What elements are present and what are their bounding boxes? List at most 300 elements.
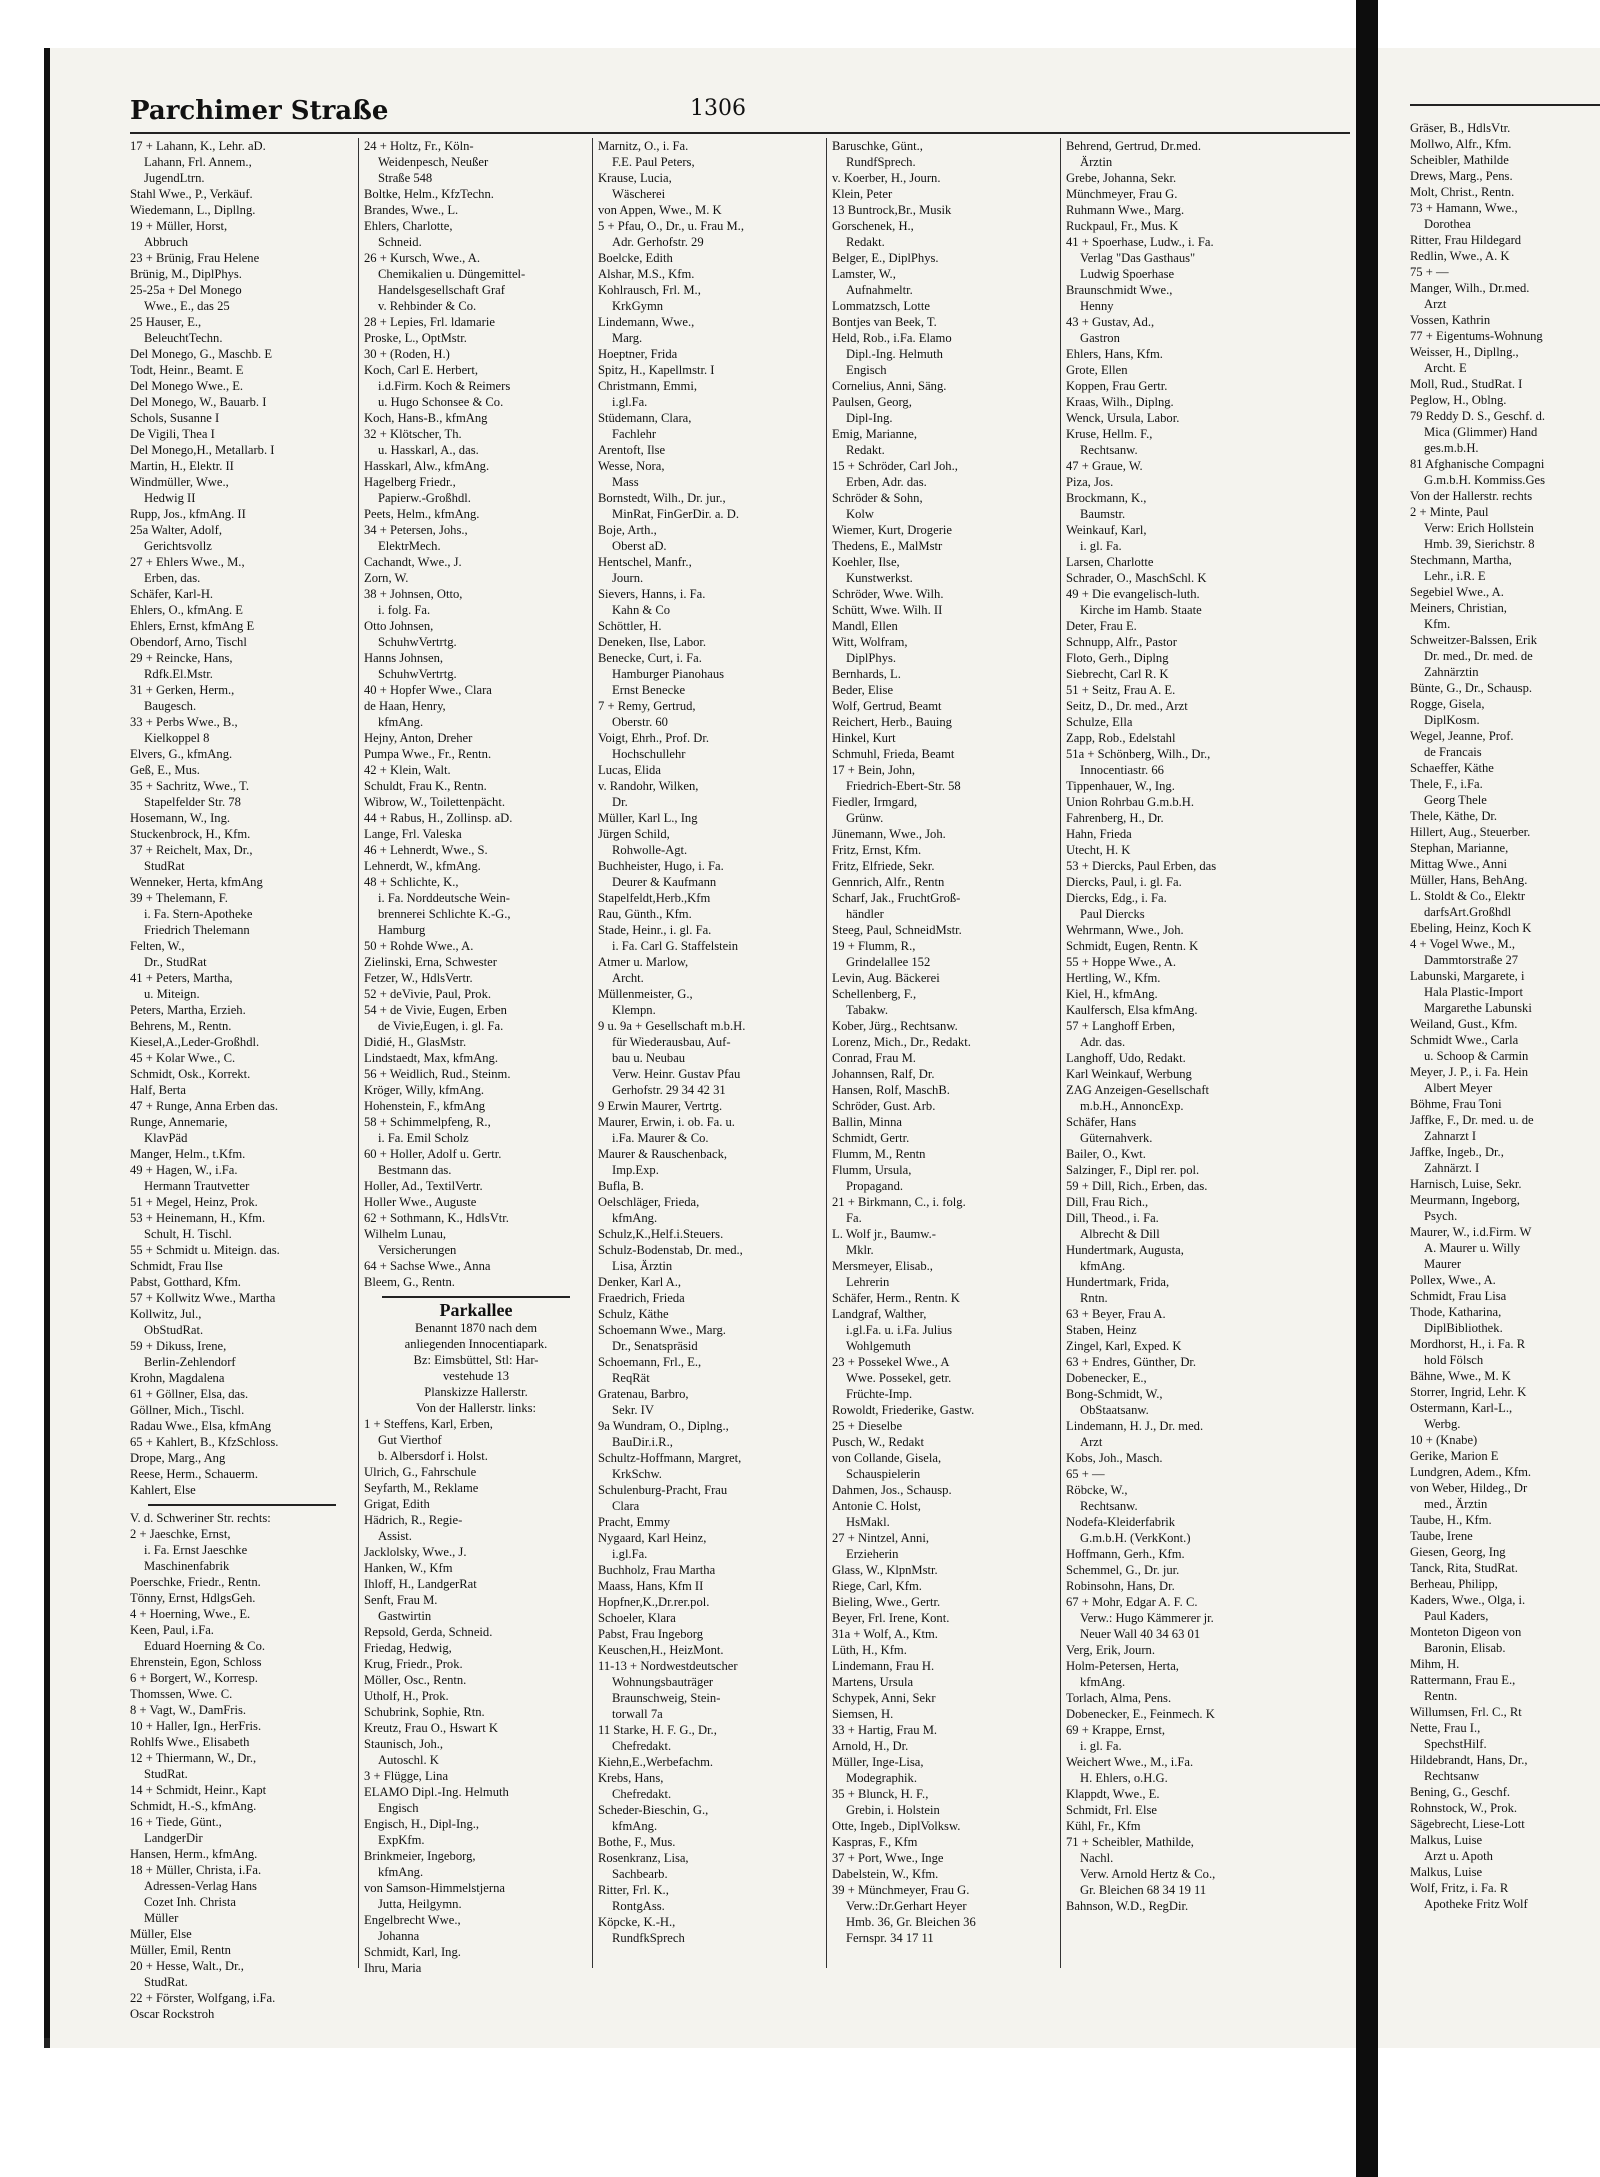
directory-entry: 43 + Gustav, Ad., bbox=[1066, 315, 1155, 329]
entry-continuation: Rntn. bbox=[1080, 1291, 1108, 1305]
directory-entry: Holler, Ad., TextilVertr. bbox=[364, 1179, 483, 1193]
directory-entry: Reese, Herm., Schauerm. bbox=[130, 1467, 258, 1481]
directory-entry: Floto, Gerh., Diplng bbox=[1066, 651, 1169, 665]
directory-entry: Gorschenek, H., bbox=[832, 219, 914, 233]
directory-entry: Engelbrecht Wwe., bbox=[364, 1913, 461, 1927]
directory-entry: 27 + Ehlers Wwe., M., bbox=[130, 555, 245, 569]
directory-entry: Fritz, Elfriede, Sekr. bbox=[832, 859, 935, 873]
directory-entry: Kröger, Willy, kfmAng. bbox=[364, 1083, 485, 1097]
directory-entry: 28 + Lepies, Frl. ldamarie bbox=[364, 315, 495, 329]
directory-entry: 40 + Hopfer Wwe., Clara bbox=[364, 683, 492, 697]
entry-continuation: Gr. Bleichen 68 34 19 11 bbox=[1080, 1883, 1207, 1897]
entry-continuation: Ludwig Spoerhase bbox=[1080, 267, 1175, 281]
directory-entry: Schmidt, H.-S., kfmAng. bbox=[130, 1799, 257, 1813]
directory-entry: Wegel, Jeanne, Prof. bbox=[1410, 729, 1514, 743]
directory-entry: Krohn, Magdalena bbox=[130, 1371, 225, 1385]
entry-continuation: b. Albersdorf i. Holst. bbox=[378, 1449, 488, 1463]
directory-entry: Manger, Helm., t.Kfm. bbox=[130, 1147, 246, 1161]
directory-entry: Peters, Martha, Erzieh. bbox=[130, 1003, 246, 1017]
directory-entry: Klappdt, Wwe., E. bbox=[1066, 1787, 1160, 1801]
directory-entry: Riege, Carl, Kfm. bbox=[832, 1579, 922, 1593]
directory-entry: 46 + Lehnerdt, Wwe., S. bbox=[364, 843, 488, 857]
directory-entry: 54 + de Vivie, Eugen, Erben bbox=[364, 1003, 507, 1017]
directory-entry: 32 + Klötscher, Th. bbox=[364, 427, 462, 441]
entry-continuation: Hmb. 36, Gr. Bleichen 36 bbox=[846, 1915, 976, 1929]
directory-entry: Denker, Karl A., bbox=[598, 1275, 682, 1289]
entry-continuation: Tabakw. bbox=[846, 1003, 889, 1017]
directory-entry: Schulenburg-Pracht, Frau bbox=[598, 1483, 728, 1497]
directory-entry: Bornstedt, Wilh., Dr. jur., bbox=[598, 491, 726, 505]
directory-entry: Jürgen Schild, bbox=[598, 827, 670, 841]
directory-entry: Segebiel Wwe., A. bbox=[1410, 585, 1504, 599]
directory-entry: Keuschen,H., HeizMont. bbox=[598, 1643, 724, 1657]
directory-entry: 71 + Scheibler, Mathilde, bbox=[1066, 1835, 1194, 1849]
entry-continuation: Werbg. bbox=[1424, 1417, 1461, 1431]
entry-continuation: Maurer bbox=[1424, 1257, 1462, 1271]
entry-continuation: Schult, H. Tischl. bbox=[144, 1227, 232, 1241]
directory-column-3 bbox=[598, 138, 822, 1946]
entry-continuation: Archt. E bbox=[1424, 361, 1467, 375]
entry-continuation: Grebin, i. Holstein bbox=[846, 1803, 940, 1817]
directory-entry: Del Monego Wwe., E. bbox=[130, 379, 244, 393]
entry-continuation: Verw: Erich Hollstein bbox=[1424, 521, 1534, 535]
directory-entry: Kober, Jürg., Rechtsanw. bbox=[832, 1019, 958, 1033]
directory-entry: Stüdemann, Clara, bbox=[598, 411, 692, 425]
directory-entry: Emig, Marianne, bbox=[832, 427, 917, 441]
entry-continuation: i. Fa. Norddeutsche Wein- bbox=[378, 891, 511, 905]
directory-entry: Dill, Theod., i. Fa. bbox=[1066, 1211, 1159, 1225]
entry-continuation: SpechstHilf. bbox=[1424, 1737, 1487, 1751]
directory-entry: Keen, Paul, i.Fa. bbox=[130, 1623, 214, 1637]
directory-entry: Müller, Karl L., Ing bbox=[598, 811, 698, 825]
directory-entry: Nodefa-Kleiderfabrik bbox=[1066, 1515, 1176, 1529]
directory-entry: Hädrich, R., Regie- bbox=[364, 1513, 463, 1527]
directory-entry: Schröder & Sohn, bbox=[832, 491, 923, 505]
directory-entry: Möller, Osc., Rentn. bbox=[364, 1673, 467, 1687]
column-divider bbox=[826, 138, 827, 1968]
directory-entry: Bailer, O., Kwt. bbox=[1066, 1147, 1146, 1161]
directory-entry: Sägebrecht, Liese-Lott bbox=[1410, 1817, 1525, 1831]
entry-continuation: Baronin, Elisab. bbox=[1424, 1641, 1506, 1655]
directory-entry: Giesen, Georg, Ing bbox=[1410, 1545, 1506, 1559]
directory-entry: 20 + Hesse, Walt., Dr., bbox=[130, 1959, 244, 1973]
directory-entry: Müller, Else bbox=[130, 1927, 192, 1941]
section-note: vestehude 13 bbox=[442, 1369, 510, 1383]
directory-entry: Seyfarth, M., Reklame bbox=[364, 1481, 479, 1495]
directory-entry: Stahl Wwe., P., Verkäuf. bbox=[130, 187, 253, 201]
directory-entry: 63 + Beyer, Frau A. bbox=[1066, 1307, 1166, 1321]
directory-entry: Müller, Inge-Lisa, bbox=[832, 1755, 924, 1769]
directory-entry: Schulze, Ella bbox=[1066, 715, 1133, 729]
directory-entry: Union Rohrbau G.m.b.H. bbox=[1066, 795, 1195, 809]
entry-continuation: darfsArt.Großhdl bbox=[1424, 905, 1512, 919]
entry-continuation: Müller bbox=[144, 1911, 179, 1925]
directory-entry: Münchmeyer, Frau G. bbox=[1066, 187, 1178, 201]
directory-entry: Boje, Arth., bbox=[598, 523, 657, 537]
entry-continuation: Zahnärzt. I bbox=[1424, 1161, 1480, 1175]
directory-entry: Flumm, Ursula, bbox=[832, 1163, 912, 1177]
entry-continuation: i.Fa. Maurer & Co. bbox=[612, 1131, 709, 1145]
directory-entry: Behrend, Gertrud, Dr.med. bbox=[1066, 139, 1201, 153]
directory-entry: Schulz, Käthe bbox=[598, 1307, 669, 1321]
directory-entry: Ruhmann Wwe., Marg. bbox=[1066, 203, 1185, 217]
entry-continuation: Jutta, Heilgymn. bbox=[378, 1897, 462, 1911]
directory-entry: v. Koerber, H., Journ. bbox=[832, 171, 941, 185]
entry-continuation: Wohlgemuth bbox=[846, 1339, 911, 1353]
directory-entry: 11 Starke, H. F. G., Dr., bbox=[598, 1723, 717, 1737]
directory-entry: Von der Hallerstr. rechts bbox=[1410, 489, 1533, 503]
directory-entry: von Samson-Himmelstjerna bbox=[364, 1881, 505, 1895]
entry-continuation: Wwe. Possekel, getr. bbox=[846, 1371, 952, 1385]
entry-continuation: Verlag "Das Gasthaus" bbox=[1080, 251, 1196, 265]
directory-entry: Grote, Ellen bbox=[1066, 363, 1128, 377]
directory-entry: Schmidt Wwe., Carla bbox=[1410, 1033, 1519, 1047]
directory-entry: Braunschmidt Wwe., bbox=[1066, 283, 1173, 297]
entry-continuation: Friedrich Thelemann bbox=[144, 923, 250, 937]
entry-continuation: JugendLtrn. bbox=[144, 171, 205, 185]
directory-entry: Schmidt, Frau Ilse bbox=[130, 1259, 223, 1273]
entry-continuation: Ärztin bbox=[1080, 155, 1113, 169]
directory-entry: Paulsen, Georg, bbox=[832, 395, 912, 409]
entry-continuation: med., Ärztin bbox=[1424, 1497, 1488, 1511]
entry-continuation: HsMakl. bbox=[846, 1515, 890, 1529]
entry-continuation: StudRat. bbox=[144, 1767, 188, 1781]
entry-continuation: Erben, das. bbox=[144, 571, 201, 585]
directory-entry: Hildebrandt, Hans, Dr., bbox=[1410, 1753, 1528, 1767]
directory-entry: Staunisch, Joh., bbox=[364, 1737, 444, 1751]
directory-entry: Zapp, Rob., Edelstahl bbox=[1066, 731, 1176, 745]
directory-entry: Malkus, Luise bbox=[1410, 1865, 1483, 1879]
directory-entry: 52 + deVivie, Paul, Prok. bbox=[364, 987, 492, 1001]
directory-entry: 24 + Holtz, Fr., Köln- bbox=[364, 139, 474, 153]
directory-entry: Stapelfeldt,Herb.,Kfm bbox=[598, 891, 711, 905]
directory-entry: Koehler, Ilse, bbox=[832, 555, 900, 569]
section-note: Planskizze Hallerstr. bbox=[424, 1385, 528, 1399]
entry-continuation: Friedrich-Ebert-Str. 58 bbox=[846, 779, 961, 793]
entry-continuation: i.gl.Fa. u. i.Fa. Julius bbox=[846, 1323, 953, 1337]
directory-entry: Hopfner,K.,Dr.rer.pol. bbox=[598, 1595, 710, 1609]
directory-entry: Krause, Lucia, bbox=[598, 171, 672, 185]
directory-entry: Mollwo, Alfr., Kfm. bbox=[1410, 137, 1512, 151]
entry-continuation: Dr. bbox=[612, 795, 628, 809]
column-divider bbox=[358, 138, 359, 1968]
directory-entry: De Vigili, Thea I bbox=[130, 427, 215, 441]
entry-continuation: Rdfk.El.Mstr. bbox=[144, 667, 213, 681]
directory-entry: Stuckenbrock, H., Kfm. bbox=[130, 827, 251, 841]
directory-entry: Wibrow, W., Toilettenpächt. bbox=[364, 795, 505, 809]
directory-entry: Redlin, Wwe., A. K bbox=[1410, 249, 1510, 263]
directory-entry: Mittag Wwe., Anni bbox=[1410, 857, 1508, 871]
directory-entry: Rogge, Gisela, bbox=[1410, 697, 1485, 711]
directory-entry: 21 + Birkmann, C., i. folg. bbox=[832, 1195, 966, 1209]
section-divider bbox=[148, 1504, 336, 1506]
entry-continuation: Gastron bbox=[1080, 331, 1120, 345]
directory-entry: Schnupp, Alfr., Pastor bbox=[1066, 635, 1177, 649]
directory-entry: 13 Buntrock,Br., Musik bbox=[832, 203, 952, 217]
directory-entry: 53 + Diercks, Paul Erben, das bbox=[1066, 859, 1217, 873]
directory-entry: Grigat, Edith bbox=[364, 1497, 430, 1511]
entry-continuation: Redakt. bbox=[846, 235, 885, 249]
directory-entry: ZAG Anzeigen-Gesellschaft bbox=[1066, 1083, 1210, 1097]
directory-entry: Schrader, O., MaschSchl. K bbox=[1066, 571, 1207, 585]
directory-entry: Wolf, Gertrud, Beamt bbox=[832, 699, 942, 713]
entry-continuation: BauDir.i.R., bbox=[612, 1435, 673, 1449]
entry-continuation: Kirche im Hamb. Staate bbox=[1080, 603, 1202, 617]
directory-entry: Antonie C. Holst, bbox=[832, 1499, 921, 1513]
entry-continuation: Erzieherin bbox=[846, 1547, 899, 1561]
directory-entry: Dabelstein, W., Kfm. bbox=[832, 1867, 939, 1881]
directory-entry: Pracht, Emmy bbox=[598, 1515, 671, 1529]
directory-entry: Hanken, W., Kfm bbox=[364, 1561, 453, 1575]
entry-continuation: G.m.b.H. (VerkKont.) bbox=[1080, 1531, 1191, 1545]
entry-continuation: Dr. med., Dr. med. de bbox=[1424, 649, 1533, 663]
directory-entry: Schmidt, Frau Lisa bbox=[1410, 1289, 1507, 1303]
directory-entry: 39 + Thelemann, F. bbox=[130, 891, 228, 905]
section-note: Bz: Eimsbüttel, Stl: Har- bbox=[413, 1353, 539, 1367]
directory-entry: Deter, Frau E. bbox=[1066, 619, 1137, 633]
directory-entry: 10 + (Knabe) bbox=[1410, 1433, 1478, 1447]
entry-continuation: Journ. bbox=[612, 571, 644, 585]
directory-entry: 41 + Spoerhase, Ludw., i. Fa. bbox=[1066, 235, 1214, 249]
entry-continuation: Dipl-Ing. bbox=[846, 411, 893, 425]
directory-entry: Wenck, Ursula, Labor. bbox=[1066, 411, 1180, 425]
entry-continuation: Baugesch. bbox=[144, 699, 197, 713]
directory-entry: 9 u. 9a + Gesellschaft m.b.H. bbox=[598, 1019, 746, 1033]
entry-continuation: ExpKfm. bbox=[378, 1833, 425, 1847]
directory-entry: Ehlers, Ernst, kfmAng E bbox=[130, 619, 255, 633]
entry-continuation: DiplPhys. bbox=[846, 651, 897, 665]
directory-entry: Koch, Carl E. Herbert, bbox=[364, 363, 479, 377]
directory-entry: Kiehn,E.,Werbefachm. bbox=[598, 1755, 714, 1769]
directory-entry: 8 + Vagt, W., DamFris. bbox=[130, 1703, 247, 1717]
directory-entry: Gerike, Marion E bbox=[1410, 1449, 1499, 1463]
directory-entry: Seitz, D., Dr. med., Arzt bbox=[1066, 699, 1188, 713]
directory-column-4 bbox=[832, 138, 1056, 1946]
directory-entry: Mordhorst, H., i. Fa. R bbox=[1410, 1337, 1526, 1351]
directory-entry: Mandl, Ellen bbox=[832, 619, 898, 633]
directory-entry: 2 + Minte, Paul bbox=[1410, 505, 1489, 519]
directory-entry: Lindstaedt, Max, kfmAng. bbox=[364, 1051, 498, 1065]
directory-entry: 25 Hauser, E., bbox=[130, 315, 202, 329]
directory-entry: Koch, Hans-B., kfmAng bbox=[364, 411, 488, 425]
directory-entry: Brünig, M., DiplPhys. bbox=[130, 267, 242, 281]
directory-entry: von Weber, Hildeg., Dr bbox=[1410, 1481, 1528, 1495]
directory-entry: Stechmann, Martha, bbox=[1410, 553, 1512, 567]
directory-entry: Arnold, H., Dr. bbox=[832, 1739, 909, 1753]
entry-continuation: Sekr. IV bbox=[612, 1403, 654, 1417]
directory-entry: Thele, F., i.Fa. bbox=[1410, 777, 1483, 791]
directory-entry: Fraedrich, Frieda bbox=[598, 1291, 685, 1305]
directory-entry: Tönny, Ernst, HdlgsGeh. bbox=[130, 1591, 256, 1605]
directory-entry: 9a Wundram, O., Diplng., bbox=[598, 1419, 729, 1433]
section-heading: Parkallee bbox=[439, 1300, 513, 1320]
directory-entry: Deneken, Ilse, Labor. bbox=[598, 635, 707, 649]
directory-entry: Schulz-Bodenstab, Dr. med., bbox=[598, 1243, 743, 1257]
directory-entry: von Collande, Gisela, bbox=[832, 1451, 942, 1465]
entry-continuation: für Wiederausbau, Auf- bbox=[612, 1035, 731, 1049]
directory-entry: 3 + Flügge, Lina bbox=[364, 1769, 449, 1783]
directory-entry: 33 + Perbs Wwe., B., bbox=[130, 715, 238, 729]
directory-column-2 bbox=[364, 138, 588, 1976]
directory-entry: Boelcke, Edith bbox=[598, 251, 673, 265]
directory-entry: Wenneker, Herta, kfmAng bbox=[130, 875, 263, 889]
directory-entry: 48 + Schlichte, K., bbox=[364, 875, 459, 889]
directory-entry: Hasskarl, Alw., kfmAng. bbox=[364, 459, 490, 473]
entry-continuation: Verw. Heinr. Gustav Pfau bbox=[612, 1067, 741, 1081]
directory-entry: Hohenstein, F., kfmAng bbox=[364, 1099, 486, 1113]
entry-continuation: Neuer Wall 40 34 63 01 bbox=[1080, 1627, 1201, 1641]
directory-entry: Bünte, G., Dr., Schausp. bbox=[1410, 681, 1533, 695]
entry-continuation: brennerei Schlichte K.-G., bbox=[378, 907, 511, 921]
directory-entry: Zingel, Karl, Exped. K bbox=[1066, 1339, 1182, 1353]
directory-entry: Lommatzsch, Lotte bbox=[832, 299, 930, 313]
directory-entry: Larsen, Charlotte bbox=[1066, 555, 1154, 569]
directory-entry: Bontjes van Beek, T. bbox=[832, 315, 937, 329]
directory-entry: 25 + Dieselbe bbox=[832, 1419, 903, 1433]
directory-entry: Johannsen, Ralf, Dr. bbox=[832, 1067, 935, 1081]
entry-continuation: Früchte-Imp. bbox=[846, 1387, 913, 1401]
entry-continuation: de Vivie,Eugen, i. gl. Fa. bbox=[378, 1019, 504, 1033]
directory-entry: Schaeffer, Käthe bbox=[1410, 761, 1494, 775]
directory-entry: Felten, W., bbox=[130, 939, 185, 953]
directory-entry: V. d. Schweriner Str. rechts: bbox=[130, 1511, 271, 1525]
directory-entry: Wiedemann, L., Dipllng. bbox=[130, 203, 256, 217]
entry-continuation: Grindelallee 152 bbox=[846, 955, 931, 969]
directory-entry: Ihloff, H., LandgerRat bbox=[364, 1577, 477, 1591]
directory-entry: Schmidt, Eugen, Rentn. K bbox=[1066, 939, 1199, 953]
directory-entry: 81 Afghanische Compagni bbox=[1410, 457, 1545, 471]
directory-entry: Jaffke, Ingeb., Dr., bbox=[1410, 1145, 1504, 1159]
entry-continuation: Ernst Benecke bbox=[612, 683, 686, 697]
directory-entry: Rowoldt, Friederike, Gastw. bbox=[832, 1403, 975, 1417]
entry-continuation: Margarethe Labunski bbox=[1424, 1001, 1532, 1015]
entry-continuation: Güternahverk. bbox=[1080, 1131, 1153, 1145]
street-title: Parchimer Straße bbox=[130, 96, 389, 126]
directory-entry: Atmer u. Marlow, bbox=[598, 955, 689, 969]
directory-entry: Kiel, H., kfmAng. bbox=[1066, 987, 1158, 1001]
directory-entry: 37 + Port, Wwe., Inge bbox=[832, 1851, 944, 1865]
directory-entry: Gräser, B., HdlsVtr. bbox=[1410, 121, 1511, 135]
directory-entry: Levin, Aug. Bäckerei bbox=[832, 971, 940, 985]
directory-entry: Harnisch, Luise, Sekr. bbox=[1410, 1177, 1522, 1191]
entry-continuation: Bestmann das. bbox=[378, 1163, 452, 1177]
entry-continuation: u. Hugo Schonsee & Co. bbox=[378, 395, 504, 409]
directory-entry: Bleem, G., Rentn. bbox=[364, 1275, 455, 1289]
directory-entry: Zielinski, Erna, Schwester bbox=[364, 955, 497, 969]
entry-continuation: Wwe., E., das 25 bbox=[144, 299, 230, 313]
directory-entry: 61 + Göllner, Elsa, das. bbox=[130, 1387, 249, 1401]
directory-entry: Kruse, Hellm. F., bbox=[1066, 427, 1153, 441]
entry-continuation: SchuhwVertrtg. bbox=[378, 667, 457, 681]
directory-entry: Weiland, Gust., Kfm. bbox=[1410, 1017, 1518, 1031]
entry-continuation: MinRat, FinGerDir. a. D. bbox=[612, 507, 739, 521]
directory-entry: Gratenau, Barbro, bbox=[598, 1387, 689, 1401]
directory-entry: Didié, H., GlasMstr. bbox=[364, 1035, 467, 1049]
directory-entry: Ehlers, O., kfmAng. E bbox=[130, 603, 243, 617]
directory-column-5 bbox=[1066, 138, 1296, 1914]
directory-entry: Thedens, E., MalMstr bbox=[832, 539, 943, 553]
entry-continuation: Engisch bbox=[846, 363, 887, 377]
entry-continuation: Deurer & Kaufmann bbox=[612, 875, 717, 889]
directory-entry: 25-25a + Del Monego bbox=[130, 283, 242, 297]
directory-entry: Langhoff, Udo, Redakt. bbox=[1066, 1051, 1186, 1065]
entry-continuation: Papierw.-Großhdl. bbox=[378, 491, 471, 505]
directory-entry: 45 + Kolar Wwe., C. bbox=[130, 1051, 236, 1065]
directory-entry: Gennrich, Alfr., Rentn bbox=[832, 875, 945, 889]
directory-entry: Schöttler, H. bbox=[598, 619, 662, 633]
directory-entry: Baruschke, Günt., bbox=[832, 139, 923, 153]
directory-entry: Rattermann, Frau E., bbox=[1410, 1673, 1516, 1687]
directory-entry: Engisch, H., Dipl-Ing., bbox=[364, 1817, 480, 1831]
directory-entry: Müllenmeister, G., bbox=[598, 987, 693, 1001]
directory-entry: 30 + (Roden, H.) bbox=[364, 347, 450, 361]
entry-continuation: i. gl. Fa. bbox=[1080, 1739, 1122, 1753]
directory-entry: Ehlers, Charlotte, bbox=[364, 219, 453, 233]
entry-continuation: Verw.: Hugo Kämmerer jr. bbox=[1080, 1611, 1214, 1625]
directory-entry: Pollex, Wwe., A. bbox=[1410, 1273, 1496, 1287]
entry-continuation: Wäscherei bbox=[612, 187, 666, 201]
directory-entry: Salzinger, F., Dipl rer. pol. bbox=[1066, 1163, 1200, 1177]
directory-entry: Schypek, Anni, Sekr bbox=[832, 1691, 936, 1705]
directory-entry: Mihm, H. bbox=[1410, 1657, 1460, 1671]
entry-continuation: SchuhwVertrtg. bbox=[378, 635, 457, 649]
directory-entry: Kollwitz, Jul., bbox=[130, 1307, 202, 1321]
directory-entry: Marnitz, O., i. Fa. bbox=[598, 139, 689, 153]
directory-entry: Bothe, F., Mus. bbox=[598, 1835, 676, 1849]
entry-continuation: Eduard Hoerning & Co. bbox=[144, 1639, 266, 1653]
entry-continuation: A. Maurer u. Willy bbox=[1424, 1241, 1521, 1255]
directory-entry: Beyer, Frl. Irene, Kont. bbox=[832, 1611, 950, 1625]
directory-entry: Hundertmark, Frida, bbox=[1066, 1275, 1170, 1289]
directory-entry: 51 + Megel, Heinz, Prok. bbox=[130, 1195, 258, 1209]
directory-entry: Dobenecker, E., Feinmech. K bbox=[1066, 1707, 1215, 1721]
directory-entry: Lange, Frl. Valeska bbox=[364, 827, 462, 841]
entry-continuation: Oberst aD. bbox=[612, 539, 667, 553]
entry-continuation: Schneid. bbox=[378, 235, 422, 249]
directory-entry: Belger, E., DiplPhys. bbox=[832, 251, 939, 265]
directory-entry: Schuldt, Frau K., Rentn. bbox=[364, 779, 487, 793]
entry-continuation: Weidenpesch, Neußer bbox=[378, 155, 489, 169]
directory-entry: Jünemann, Wwe., Joh. bbox=[832, 827, 946, 841]
directory-entry: Oelschläger, Frieda, bbox=[598, 1195, 700, 1209]
directory-entry: Senft, Frau M. bbox=[364, 1593, 438, 1607]
directory-entry: Stade, Heinr., i. gl. Fa. bbox=[598, 923, 712, 937]
directory-entry: Arentoft, Ilse bbox=[598, 443, 666, 457]
directory-entry: Schmidt, Frl. Else bbox=[1066, 1803, 1157, 1817]
directory-entry: Ihru, Maria bbox=[364, 1961, 422, 1975]
entry-continuation: kfmAng. bbox=[612, 1211, 658, 1225]
entry-continuation: Zahnärztin bbox=[1424, 665, 1479, 679]
entry-continuation: Dr., StudRat bbox=[144, 955, 207, 969]
entry-continuation: Berlin-Zehlendorf bbox=[144, 1355, 236, 1369]
directory-entry: 49 + Die evangelisch-luth. bbox=[1066, 587, 1200, 601]
directory-entry: 19 + Müller, Horst, bbox=[130, 219, 228, 233]
directory-entry: Thomssen, Wwe. C. bbox=[130, 1687, 233, 1701]
directory-entry: Röbcke, W., bbox=[1066, 1483, 1128, 1497]
directory-entry: Weisser, H., Dipllng., bbox=[1410, 345, 1519, 359]
entry-continuation: i. gl. Fa. bbox=[1080, 539, 1122, 553]
directory-entry: 58 + Schimmelpfeng, R., bbox=[364, 1115, 491, 1129]
page-number: 1306 bbox=[690, 96, 746, 121]
directory-entry: Rohlfs Wwe., Elisabeth bbox=[130, 1735, 250, 1749]
directory-entry: Siebrecht, Carl R. K bbox=[1066, 667, 1169, 681]
entry-continuation: Hamburger Pianohaus bbox=[612, 667, 725, 681]
entry-continuation: Braunschweig, Stein- bbox=[612, 1691, 721, 1705]
entry-continuation: DiplKosm. bbox=[1424, 713, 1480, 727]
directory-entry: Hejny, Anton, Dreher bbox=[364, 731, 473, 745]
directory-entry: Pusch, W., Redakt bbox=[832, 1435, 925, 1449]
directory-entry: Molt, Christ., Rentn. bbox=[1410, 185, 1515, 199]
